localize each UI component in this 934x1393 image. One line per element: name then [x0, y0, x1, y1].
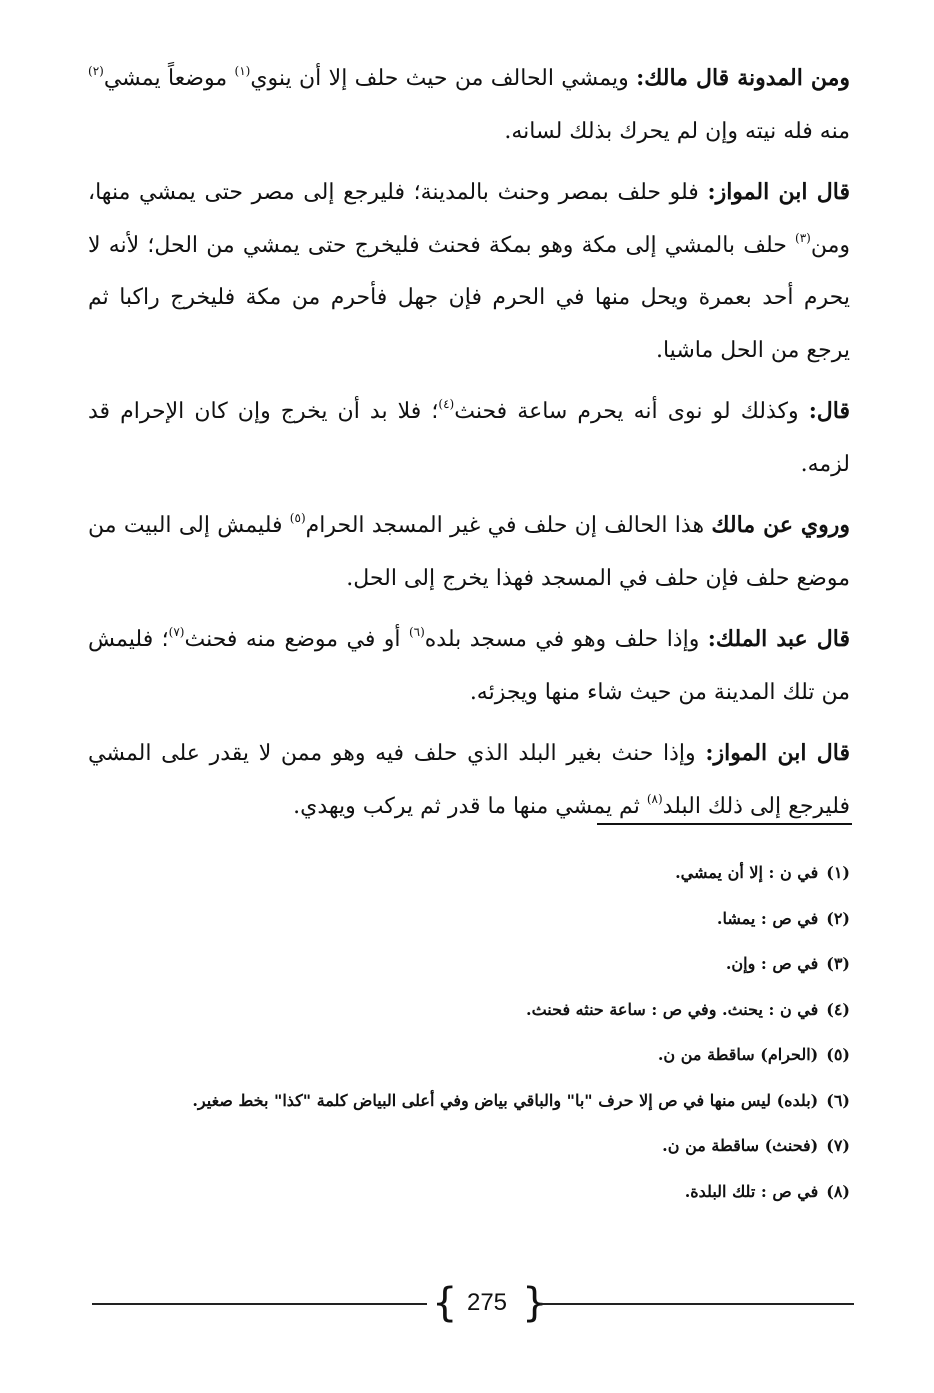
footnote-text: في ص : وإن.: [725, 954, 819, 973]
text-segment: وكذلك لو نوى أنه يحرم ساعة فحنث: [454, 399, 809, 424]
paragraph: [88, 166, 850, 377]
footnote-item: [120, 896, 850, 942]
footnote-text: (الحرام) ساقطة من ن.: [657, 1045, 819, 1064]
footnote-ref: (٥): [289, 511, 306, 525]
text-segment: منه فله نيته وإن لم يحرك بذلك لسانه.: [504, 118, 850, 144]
footnote-item: [120, 1078, 850, 1124]
footnote-text: (بلده) ليس منها في ص إلا حرف "با" والباقي بياض وفي أعلى البياض كلمة "كذا" بخط صغير.: [192, 1090, 819, 1110]
text-segment: هذا الحالف إن حلف في غير المسجد الحرام: [305, 513, 712, 538]
footnote-number: (٨): [826, 1181, 850, 1201]
paragraph: [88, 499, 850, 605]
page-footer: [92, 1281, 854, 1327]
text-segment: ؛ فليمش من تلك المدينة من حيث شاء منها ويجزئه.: [88, 627, 850, 705]
text-segment: ثم يمشي منها ما قدر ثم يركب ويهدي.: [293, 793, 647, 819]
paragraph: [88, 613, 850, 719]
footnote-ref: (٨): [646, 791, 663, 806]
text-segment: وإذا حنث بغير البلد الذي حلف فيه وهو ممن لا يقدر على المشي فليرجع إلى ذلك البلد: [88, 741, 850, 819]
footnote-number: (٣): [826, 954, 850, 973]
paragraph-lead: قال ابن المواز:: [707, 179, 850, 205]
text-segment: حلف بالمشي إلى مكة وهو بمكة فحنث فليخرج حتى يمشي من الحل؛ لأنه لا يحرم أحد بعمرة ويحل منها في الحرم فإن جهل فأحرم من مكة فليخرج راكبا ثم يرجع من الحل ماشيا.: [88, 232, 850, 363]
main-text: [88, 52, 850, 841]
paragraph-lead: ومن المدونة قال مالك:: [636, 65, 851, 91]
footnote-separator: [597, 823, 852, 825]
paragraph-lead: قال ابن المواز:: [705, 740, 850, 766]
paragraph-lead: وروي عن مالك: [711, 512, 851, 538]
paragraph: [88, 52, 850, 158]
paragraph: [88, 727, 850, 833]
footnote-item: [120, 987, 850, 1033]
footnote-item: [120, 1032, 850, 1078]
brace-open-glyph: {: [432, 1280, 458, 1326]
paragraph-lead: قال:: [808, 398, 851, 424]
footnote-item: [120, 941, 850, 987]
paragraph: [88, 385, 850, 491]
text-segment: ؛ فلا بد أن يخرج وإن كان الإحرام قد لزمه.: [88, 399, 850, 477]
paragraph-lead: قال عبد الملك:: [707, 626, 850, 652]
footnote-item: [120, 1169, 850, 1215]
footnote-text: (فحنث) ساقطة من ن.: [662, 1136, 819, 1155]
footnote-text: في ص : تلك البلدة.: [684, 1181, 819, 1201]
footnote-item: [120, 850, 850, 896]
footnote-number: (٢): [826, 908, 850, 928]
footnote-number: (٤): [826, 999, 850, 1019]
footnote-number: (٥): [826, 1045, 850, 1064]
brace-close-glyph: }: [522, 1280, 548, 1326]
footnote-number: (٦): [826, 1090, 850, 1110]
footer-rule-right: [540, 1303, 854, 1305]
page-number: 275: [466, 1289, 508, 1316]
text-segment: موضعاً يمشي: [103, 66, 235, 91]
footnote-text: في ن : يحنث. وفي ص : ساعة حنثه فحنث.: [526, 999, 819, 1019]
footnote-ref: (٣): [795, 230, 811, 245]
footnote-number: (١): [826, 863, 850, 882]
footnote-text: في ن : إلا أن يمشي.: [675, 863, 819, 882]
footnote-ref: (١): [234, 64, 251, 78]
text-segment: فلو حلف بمصر وحنث بالمدينة؛ فليرجع إلى مصر حتى يمشي منها، ومن: [88, 180, 850, 258]
footer-rule-left: [92, 1303, 427, 1305]
text-segment: وإذا حلف وهو في مسجد بلده: [424, 627, 708, 652]
footnote-text: في ص : يمشا.: [716, 908, 819, 928]
footnote-ref: (٤): [438, 397, 455, 411]
text-segment: أو في موضع منه فحنث: [184, 627, 409, 652]
footnote-ref: (٢): [88, 64, 104, 78]
footnote-ref: (٦): [408, 625, 425, 639]
text-segment: ويمشي الحالف من حيث حلف إلا أن ينوي: [250, 66, 637, 91]
footnotes: [120, 850, 850, 1214]
footnote-number: (٧): [826, 1136, 850, 1155]
footnote-item: [120, 1123, 850, 1169]
text-segment: فليمش إلى البيت من موضع حلف فإن حلف في المسجد فهذا يخرج إلى الحل.: [88, 513, 850, 591]
footnote-ref: (٧): [168, 625, 185, 639]
